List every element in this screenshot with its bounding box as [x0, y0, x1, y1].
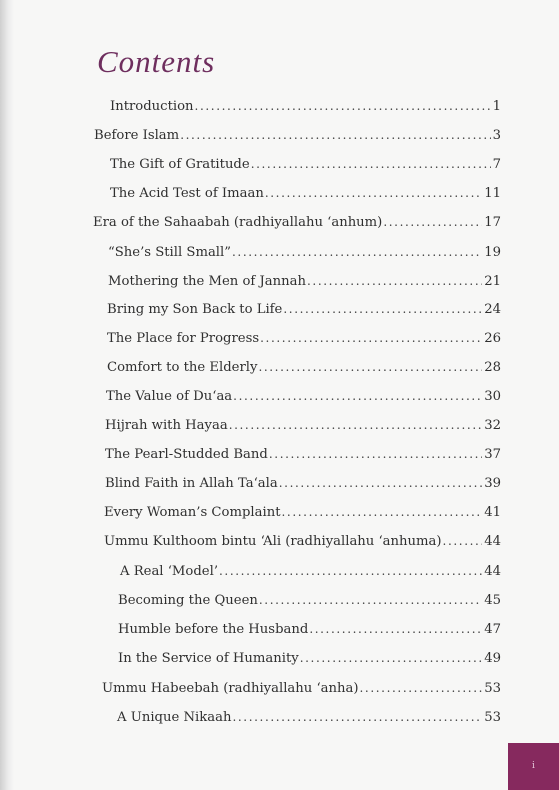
toc-entry-page: 49	[484, 651, 501, 666]
toc-entry[interactable]	[104, 532, 501, 551]
toc-entry[interactable]	[105, 474, 501, 493]
toc-entry-title: Comfort to the Elderly	[107, 360, 258, 375]
toc-leader-dots	[260, 329, 482, 347]
toc-entry[interactable]	[117, 708, 501, 727]
toc-entry-page: 47	[484, 622, 501, 637]
toc-leader-dots	[300, 649, 483, 667]
toc-entry-page: 24	[484, 302, 501, 317]
toc-entry[interactable]	[110, 155, 501, 174]
toc-entry-page: 53	[484, 681, 501, 696]
toc-entry[interactable]	[106, 387, 501, 406]
toc-entry-title: The Acid Test of Imaan	[110, 186, 264, 201]
toc-leader-dots	[259, 591, 482, 609]
toc-entry-page: 11	[484, 186, 501, 201]
toc-entry-title: Ummu Kulthoom bintu ‘Ali (radhiyallahu ‘anhuma)	[104, 534, 442, 549]
toc-entry[interactable]	[118, 620, 501, 639]
toc-entry[interactable]	[107, 329, 501, 348]
toc-entry-title: “She’s Still Small”	[108, 245, 231, 260]
toc-entry-page: 26	[484, 331, 501, 346]
toc-leader-dots	[195, 97, 491, 115]
toc-entry[interactable]	[102, 679, 501, 698]
toc-entry[interactable]	[118, 649, 501, 668]
toc-entry-title: Bring my Son Back to Life	[107, 302, 283, 317]
toc-leader-dots	[232, 243, 482, 261]
toc-entry-title: Introduction	[110, 99, 194, 114]
toc-entry[interactable]	[120, 562, 501, 581]
toc-leader-dots	[232, 708, 482, 726]
toc-entry[interactable]	[94, 126, 501, 145]
page-number-tab: i	[508, 743, 559, 790]
toc-leader-dots	[219, 562, 482, 580]
toc-entry-title: Humble before the Husband	[118, 622, 309, 637]
toc-entry-title: Ummu Habeebah (radhiyallahu ‘anha)	[102, 681, 359, 696]
toc-leader-dots	[282, 503, 483, 521]
toc-entry-page: 19	[484, 245, 501, 260]
toc-entry-page: 45	[484, 593, 501, 608]
toc-leader-dots	[269, 445, 482, 463]
toc-entry-title: A Real ‘Model’	[120, 564, 219, 579]
toc-entry[interactable]	[107, 300, 501, 319]
toc-entry-page: 39	[484, 476, 501, 491]
toc-entry-page: 17	[484, 215, 501, 230]
toc-entry[interactable]	[110, 97, 501, 116]
toc-entry-page: 44	[484, 534, 501, 549]
toc-entry[interactable]	[108, 243, 501, 262]
toc-entry-page: 1	[492, 99, 501, 114]
toc-leader-dots	[360, 679, 483, 697]
toc-entry[interactable]	[93, 213, 501, 232]
toc-entry-page: 3	[492, 128, 501, 143]
toc-entry-title: Before Islam	[94, 128, 180, 143]
page-title: Contents	[97, 44, 216, 79]
toc-leader-dots	[229, 416, 483, 434]
toc-entry[interactable]	[105, 445, 501, 464]
toc-entry-title: In the Service of Humanity	[118, 651, 299, 666]
toc-leader-dots	[279, 474, 482, 492]
toc-leader-dots	[283, 300, 482, 318]
toc-entry-title: The Gift of Gratitude	[110, 157, 250, 172]
toc-entry-title: Every Woman’s Complaint	[104, 505, 281, 520]
toc-entry[interactable]	[105, 416, 501, 435]
toc-entry-page: 7	[492, 157, 501, 172]
toc-entry-page: 53	[484, 710, 501, 725]
toc-leader-dots	[265, 184, 482, 202]
toc-leader-dots	[309, 620, 482, 638]
toc-entry-title: Era of the Sahaabah (radhiyallahu ‘anhum)	[93, 215, 383, 230]
toc-entry-page: 21	[484, 274, 501, 289]
toc-entry-title: A Unique Nikaah	[117, 710, 232, 725]
toc-entry-page: 44	[484, 564, 501, 579]
toc-entry-page: 37	[484, 447, 501, 462]
toc-entry-page: 41	[484, 505, 501, 520]
toc-entry-title: The Place for Progress	[107, 331, 260, 346]
toc-entry-title: The Pearl-Studded Band	[105, 447, 268, 462]
toc-entry-title: Becoming the Queen	[118, 593, 258, 608]
toc-entry-page: 28	[484, 360, 501, 375]
toc-entry[interactable]	[110, 184, 501, 203]
toc-entry-title: Blind Faith in Allah Ta‘ala	[105, 476, 278, 491]
toc-leader-dots	[307, 272, 482, 290]
toc-leader-dots	[180, 126, 490, 144]
toc-entry[interactable]	[108, 272, 501, 291]
toc-entry[interactable]	[104, 503, 501, 522]
toc-entry-title: Mothering the Men of Jannah	[108, 274, 306, 289]
toc-entry-page: 32	[484, 418, 501, 433]
toc-entry-page: 30	[484, 389, 501, 404]
toc-leader-dots	[383, 213, 482, 231]
toc-leader-dots	[233, 387, 482, 405]
toc-leader-dots	[251, 155, 491, 173]
toc-entry[interactable]	[107, 358, 501, 377]
toc-entry[interactable]	[118, 591, 501, 610]
toc-entry-title: Hijrah with Hayaa	[105, 418, 228, 433]
toc-leader-dots	[258, 358, 482, 376]
toc-leader-dots	[443, 532, 483, 550]
toc-entry-title: The Value of Du‘aa	[106, 389, 233, 404]
